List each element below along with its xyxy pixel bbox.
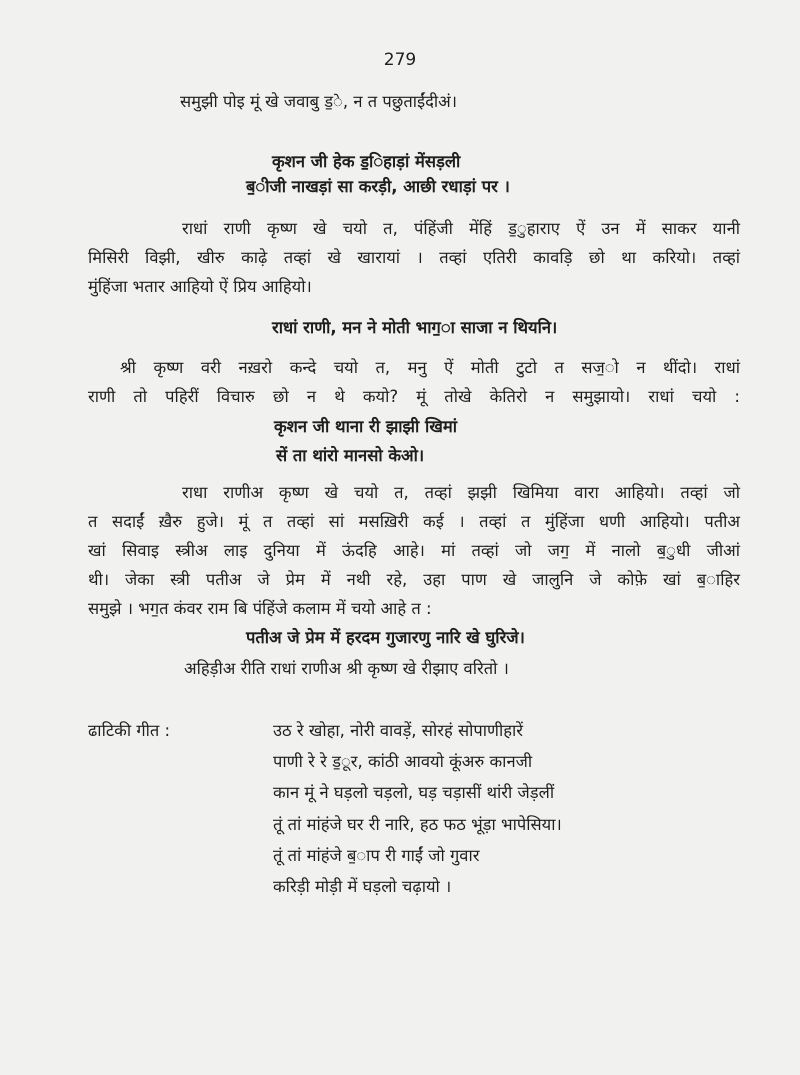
paragraph-line: अहिड़ीअ रीति राधां राणीअ श्री कृष्ण खे रीझाए वरितो । bbox=[184, 659, 509, 678]
paragraph-line: मिसिरी विझी, खीरु काढ़े तव्हां खे खारायां । तव्हां एतिरी कावड़ि छो था करियो। तव्हां bbox=[88, 248, 740, 267]
verse-line: पतीअ जे प्रेम में हरदम गुजारणु नारि खे घुरिजे। bbox=[246, 628, 525, 647]
song-line: उठ रे खोहा, नोरी वावड़ें, सोरहं सोपाणीहारें bbox=[273, 721, 524, 740]
verse-line: सें ता थांरो मानसो केओ। bbox=[276, 446, 425, 465]
song-line: करिड़ी मोड़ी में घड़लो चढ़ायो । bbox=[273, 877, 452, 896]
paragraph-line: राधा राणीअ कृष्ण खे चयो त, तव्हां झझी खिमिया वारा आहियो। तव्हां जो bbox=[182, 483, 740, 502]
paragraph-line: समुझे । भग॒त कंवर राम बि पंहिंजे कलाम में चयो आहे त : bbox=[88, 599, 432, 618]
verse-line: राधां राणी, मन ने मोती भाग॒ा साजा न थियनि। bbox=[272, 318, 558, 337]
page-number: 279 bbox=[383, 50, 417, 70]
song-line: तूं तां मांहंजे घर री नारि, हठ फठ भूंड़ा भापेसिया। bbox=[273, 815, 562, 834]
song-label: ढाटिकी गीत : bbox=[88, 721, 171, 740]
paragraph-line: श्री कृष्ण वरी नख़रो कन्दे चयो त, मनु ऐं मोती टुटो त सज॒ो न थींदो। राधां bbox=[120, 358, 740, 377]
paragraph-line: त सदाईं ख़ैरु हुजे। मूं त तव्हां सां मसख़िरी कई । तव्हां त मुंहिंजा धणी आहियो। पतीअ bbox=[88, 512, 740, 531]
paragraph-line: थी। जेका स्त्री पतीअ जे प्रेम में नथी रहे, उहा पाण खे जालुनि जे कोफ़े खां ब॒ाहिर bbox=[88, 570, 740, 589]
verse-line: कृशन जी हेक ड॒िहाड़ां मेंसड़ली bbox=[272, 152, 461, 171]
verse-line: ब॒ीजी नाखड़ां सा करड़ी, आछी रधाड़ां पर । bbox=[246, 177, 510, 196]
paragraph-line: राधां राणी कृष्ण खे चयो त, पंहिंजी मेंहिं ड॒ुहाराए ऐं उन में साकर यानी bbox=[182, 219, 740, 238]
song-line: कान मूं ने घड़लो चड़लो, घड़ चड़ासीं थांरी जेड़लीं bbox=[273, 783, 555, 802]
paragraph-line: राणी तो पहिरीं विचारु छो न थे कयो? मूं तोखे केतिरो न समुझायो। राधां चयो : bbox=[88, 387, 740, 406]
text-line: समुझी पोइ मूं खे जवाबु ड॒े, न त पछुताईंदीअं। bbox=[180, 92, 457, 111]
song-line: पाणी रे रे ड॒ूर, कांठी आवयो कूंअरु कानजी bbox=[273, 752, 533, 771]
verse-line: कृशन जी थाना री झाझी खिमां bbox=[274, 417, 457, 436]
paragraph-line: मुंहिंजा भतार आहियो ऐं प्रिय आहियो। bbox=[88, 277, 312, 296]
paragraph-line: खां सिवाइ स्त्रीअ लाइ दुनिया में ऊंदहि आहे। मां तव्हां जो जग॒ में नालो ब॒ुधी जीआं bbox=[88, 541, 740, 560]
song-line: तूं तां मांहंजे ब॒ाप री गाईं जो गुवार bbox=[273, 846, 480, 865]
